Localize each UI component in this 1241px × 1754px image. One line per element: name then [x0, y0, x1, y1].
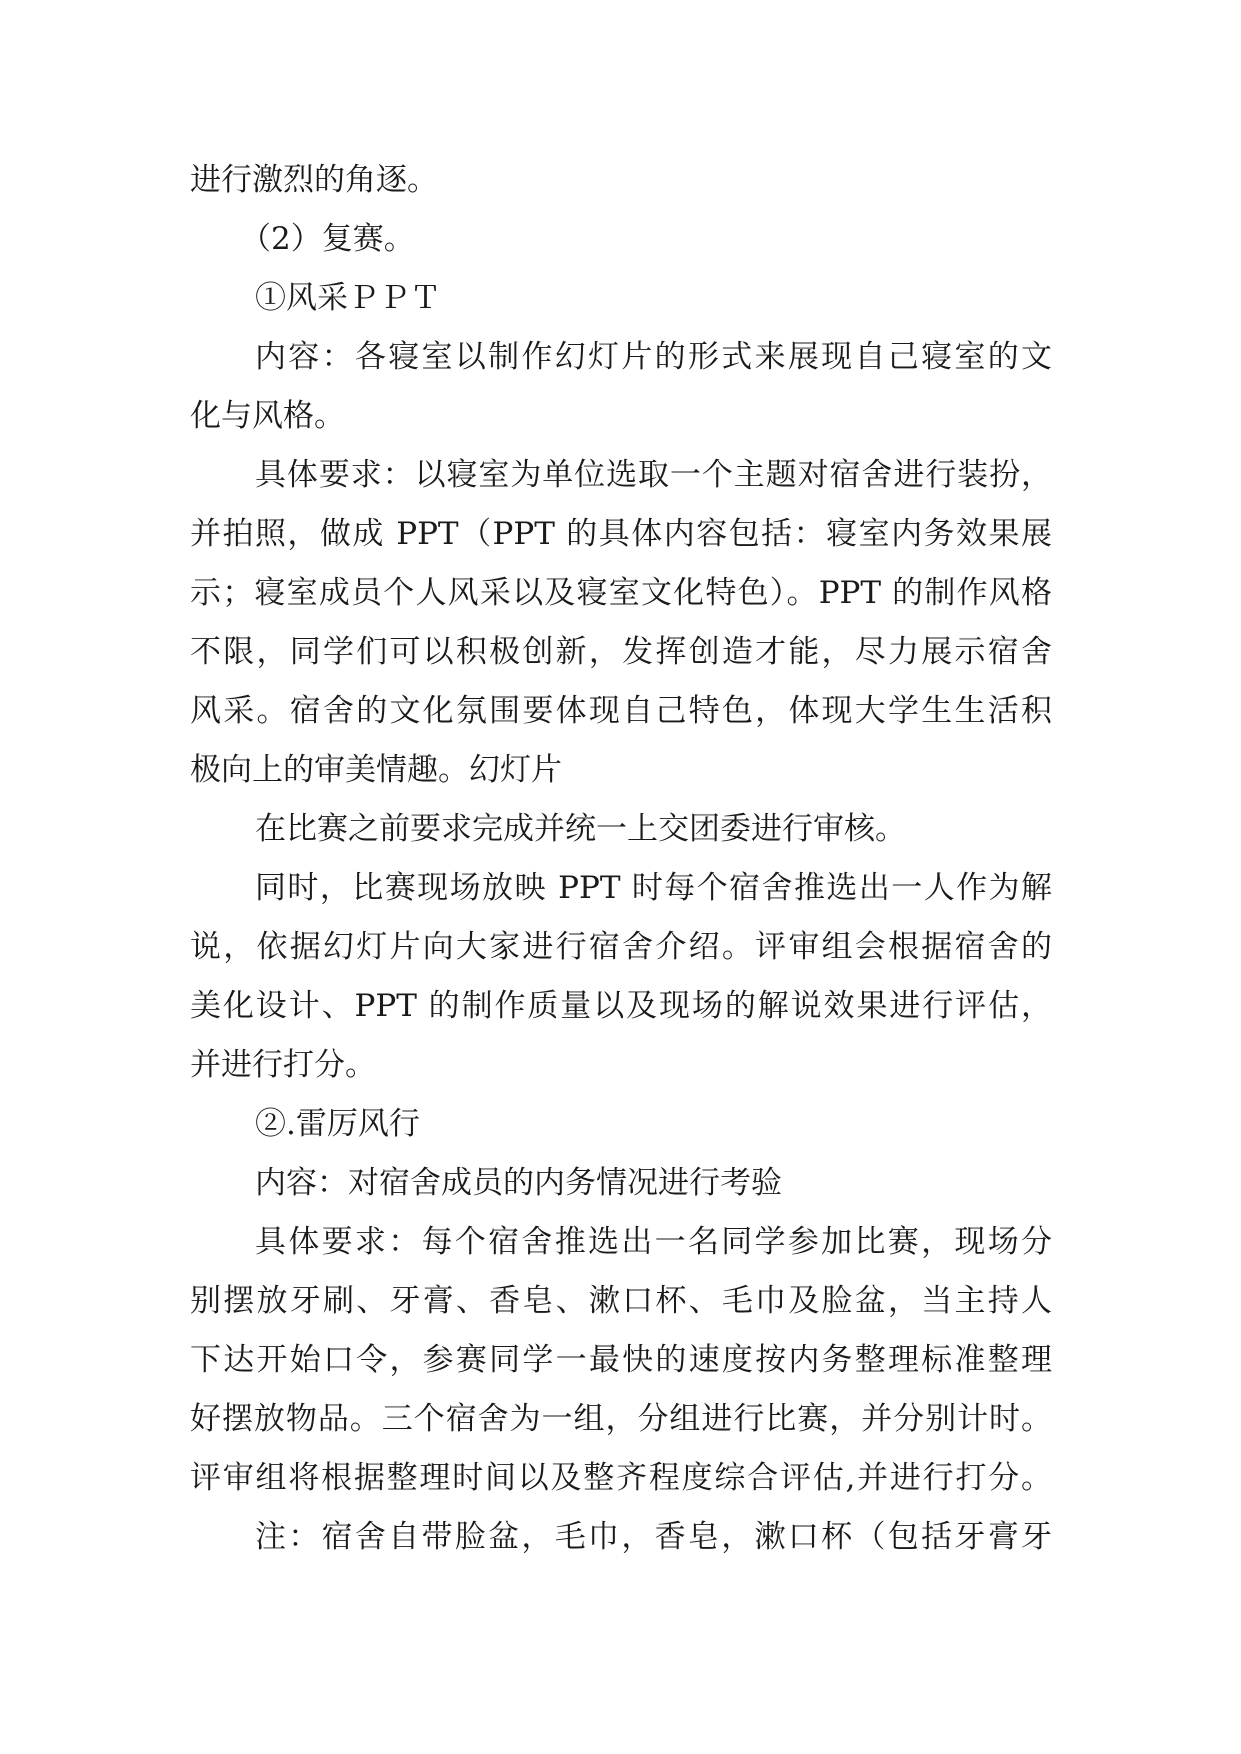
text-line: 评审组将根据整理时间以及整齐程度综合评估,并进行打分。 [190, 1460, 1052, 1496]
text-line: 进行激烈的角逐。 [190, 162, 438, 198]
text-line: 不限，同学们可以积极创新，发挥创造才能，尽力展示宿舍 [190, 634, 1052, 670]
text-line: 同时，比赛现场放映 PPT 时每个宿舍推选出一人作为解 [255, 870, 1052, 906]
text-line: 极向上的审美情趣。幻灯片 [190, 752, 562, 788]
text-line: 注：宿舍自带脸盆，毛巾，香皂，漱口杯（包括牙膏牙 [255, 1519, 1052, 1555]
text-line: 说，依据幻灯片向大家进行宿舍介绍。评审组会根据宿舍的 [190, 929, 1052, 965]
text-line: 好摆放物品。三个宿舍为一组，分组进行比赛，并分别计时。 [190, 1401, 1052, 1437]
section-heading: （2）复赛。 [240, 221, 415, 257]
subsection-heading: ②.雷厉风行 [255, 1106, 420, 1142]
text-line: 下达开始口令，参赛同学一最快的速度按内务整理标准整理 [190, 1342, 1052, 1378]
text-line: 别摆放牙刷、牙膏、香皂、漱口杯、毛巾及脸盆，当主持人 [190, 1283, 1052, 1319]
text-line: 并拍照，做成 PPT（PPT 的具体内容包括：寝室内务效果展 [190, 516, 1052, 552]
text-line: 示；寝室成员个人风采以及寝室文化特色）。PPT 的制作风格 [190, 575, 1052, 611]
text-line: 内容：对宿舍成员的内务情况进行考验 [255, 1165, 782, 1201]
text-line: 在比赛之前要求完成并统一上交团委进行审核。 [255, 811, 906, 847]
text-line: 内容：各寝室以制作幻灯片的形式来展现自己寝室的文 [255, 339, 1052, 375]
text-line: 风采。宿舍的文化氛围要体现自己特色，体现大学生生活积 [190, 693, 1052, 729]
text-line: 并进行打分。 [190, 1047, 376, 1083]
subsection-heading: ①风采ＰＰＴ [255, 280, 441, 316]
text-line: 具体要求：每个宿舍推选出一名同学参加比赛，现场分 [255, 1224, 1052, 1260]
text-line: 美化设计、PPT 的制作质量以及现场的解说效果进行评估， [190, 988, 1052, 1024]
text-line: 具体要求：以寝室为单位选取一个主题对宿舍进行装扮， [255, 457, 1052, 493]
text-line: 化与风格。 [190, 398, 345, 434]
